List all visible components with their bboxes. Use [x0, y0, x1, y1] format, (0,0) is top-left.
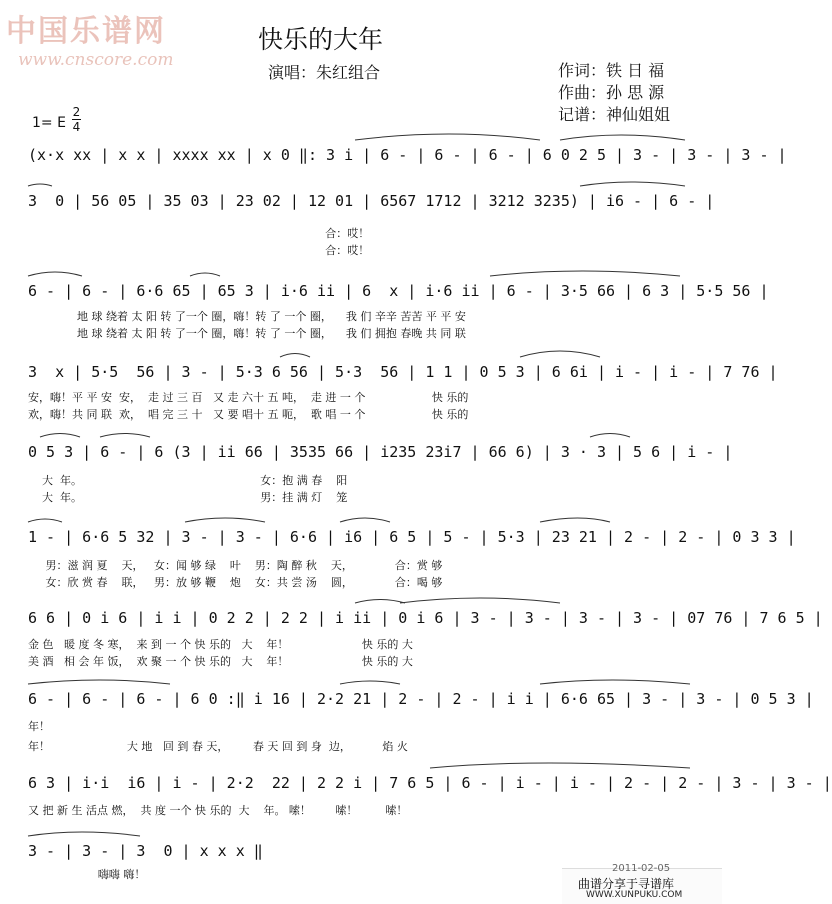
- lyric-row-9: 又 把 新 生 活点 燃， 共 度 一个 快 乐的 大 年。 嗦！ 嗦！ 嗦！: [28, 804, 408, 817]
- time-signature-bottom: 4: [72, 120, 81, 134]
- score-row-6: 1 - | 6·6 5 32 | 3 - | 3 - | 6·6 | i6 | 6 5 | 5 - | 5·3 | 23 21 | 2 - | 2 - | 0 3 3 |: [28, 528, 796, 546]
- slur-19: [28, 680, 170, 684]
- lyric-row-4-a: 安，嗨！平 平 安 安， 走 过 三 百 又 走 六十 五 吨， 走 进 一 个 快 乐的: [28, 391, 469, 404]
- footer-note: 曲谱分享于寻谱库: [578, 877, 675, 891]
- slur-4: [580, 182, 685, 186]
- lyric-row-2-b: 合：哎！: [28, 244, 370, 257]
- score-row-5: 0 5 3 | 6 - | 6 (3 | ii 66 | 3535 66 | i235 23i7 | 66 6) | 3 · 3 | 5 6 | i - |: [28, 443, 733, 461]
- lyric-row-7-a: 金 色 暖 度 冬 寒， 来 到 一 个 快 乐的 大 年！ 快 乐的 大: [28, 638, 413, 651]
- slur-3: [28, 184, 52, 186]
- footer-date: 2011-02-05: [612, 863, 671, 874]
- slur-12: [590, 434, 630, 438]
- watermark-url: www.cnscore.com: [18, 50, 174, 70]
- lyric-row-5-a: 大 年。 女：抱 满 春 阳: [28, 474, 348, 487]
- slur-6: [190, 273, 220, 276]
- lyric-row-6-b: 女：欣 赏 春 联， 男：放 够 鞭 炮 女：共 尝 汤 圆， 合：喝 够: [28, 576, 443, 589]
- lyric-row-7-b: 美 酒 相 会 年 饭， 欢 聚 一 个 快 乐的 大 年！ 快 乐的 大: [28, 655, 413, 668]
- singer-credit: 演唱：朱红组合: [268, 63, 381, 82]
- key-signature: 1= E: [32, 115, 66, 131]
- score-row-9: 6 3 | i·i i6 | i - | 2·2 22 | 2 2 i | 7 6 5 | 6 - | i - | i - | 2 - | 2 - | 3 - | 3 - |: [28, 774, 832, 792]
- score-row-10: 3 - | 3 - | 3 0 | x x x ‖: [28, 842, 263, 860]
- slur-22: [430, 763, 690, 768]
- slur-9: [520, 351, 600, 357]
- slur-11: [100, 434, 150, 438]
- slur-8: [280, 354, 310, 358]
- score-row-4: 3 x | 5·5 56 | 3 - | 5·3 6 56 | 5·3 56 | 1 1 | 0 5 3 | 6 6i | i - | i - | 7 76 |: [28, 363, 778, 381]
- score-row-3: 6 - | 6 - | 6·6 65 | 65 3 | i·6 ii | 6 x | i·6 ii | 6 - | 3·5 66 | 6 3 | 5·5 56 |: [28, 282, 769, 300]
- lyric-row-5-b: 大 年。 男：挂 满 灯 笼: [28, 491, 348, 504]
- lyric-row-10: 嗨嗨 嗨！: [28, 868, 146, 881]
- lyric-row-8-a: 年！: [28, 720, 50, 733]
- lyric-row-4-b: 欢，嗨！共 同 联 欢， 唱 完 三 十 又 要 唱十 五 呃， 歌 唱 一 个 快 乐的: [28, 408, 469, 421]
- score-row-8: 6 - | 6 - | 6 - | 6 0 :‖ i 16 | 2·2 21 | 2 - | 2 - | i i | 6·6 65 | 3 - | 3 - | 0 5 3 |: [28, 690, 814, 708]
- slur-23: [28, 832, 140, 836]
- lyric-row-8-b: 年！ 大 地 回 到 春 天， 春 天 回 到 身 边， 焰 火: [28, 740, 408, 753]
- slur-18: [400, 598, 560, 603]
- composer-credit: 作曲：孙 思 源: [558, 83, 665, 102]
- slur-15: [340, 518, 390, 522]
- lyricist-credit: 作词：铁 日 福: [558, 61, 665, 80]
- lyric-row-3-a: 地 球 绕着 太 阳 转 了一个 圈，嗨！转 了 一个 圈， 我 们 辛辛 苦苦 平 平 安: [28, 310, 466, 323]
- slur-13: [28, 519, 62, 522]
- slur-2: [560, 135, 685, 140]
- watermark-logo: 中国乐谱网: [6, 14, 166, 49]
- score-row-2: 3 0 | 56 05 | 35 03 | 23 02 | 12 01 | 6567 1712 | 3212 3235) | i6 - | 6 - |: [28, 192, 715, 210]
- lyric-row-3-b: 地 球 绕着 太 阳 转 了一个 圈，嗨！转 了 一个 圈， 我 们 拥抱 春晚 共 同 联: [28, 327, 466, 340]
- slur-20: [340, 681, 400, 684]
- slur-1: [355, 134, 540, 140]
- time-signature-top: 2: [72, 105, 81, 119]
- slur-5: [28, 272, 82, 276]
- footer-url: WWW.XUNPUKU.COM: [586, 890, 683, 900]
- slur-14: [185, 518, 265, 522]
- song-title: 快乐的大年: [258, 25, 384, 54]
- score-row-1: (x·x xx | x x | xxxx xx | x 0 ‖: 3 i | 6 - | 6 - | 6 - | 6 0 2 5 | 3 - | 3 - | 3 - |: [28, 146, 787, 164]
- score-row-7: 6 6 | 0 i 6 | i i | 0 2 2 | 2 2 | i ii | 0 i 6 | 3 - | 3 - | 3 - | 3 - | 07 76 | 7 6 5 |: [28, 609, 823, 627]
- transcriber-credit: 记谱：神仙姐姐: [558, 105, 671, 124]
- slur-16: [540, 518, 610, 522]
- lyric-row-2-a: 合：哎！: [28, 227, 370, 240]
- slur-17: [355, 600, 405, 604]
- slur-10: [40, 434, 80, 438]
- slur-21: [540, 680, 690, 684]
- slur-7: [490, 271, 680, 276]
- lyric-row-6-a: 男：滋 润 夏 天， 女：闻 够 绿 叶 男：陶 醉 秋 天， 合：赏 够: [28, 559, 443, 572]
